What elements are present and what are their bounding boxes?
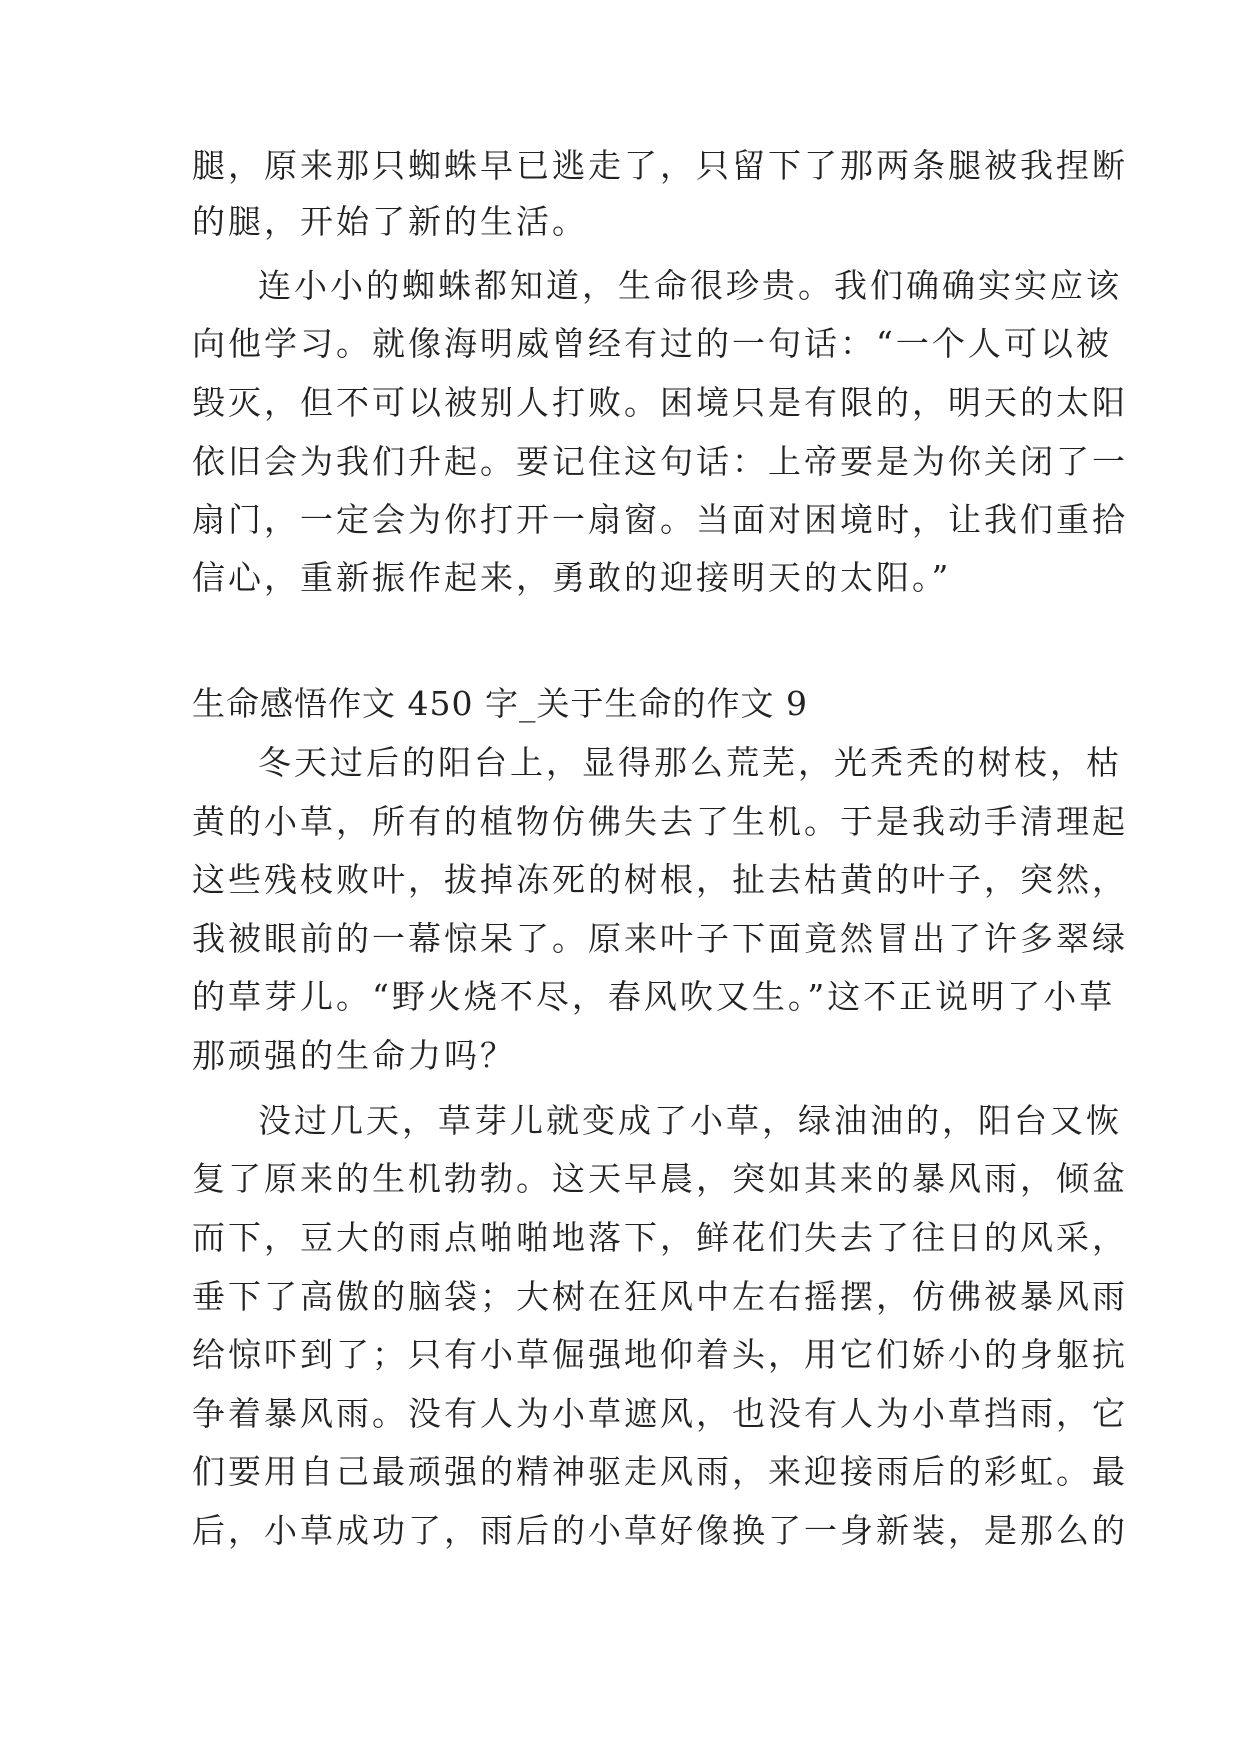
text-line: 毁灭，但不可以被别人打败。困境只是有限的，明天的太阳 [192,383,1128,422]
text-line: 的草芽儿。“野火烧不尽，春风吹又生。”这不正说明了小草 [192,977,1116,1016]
section-heading: 生命感悟作文 450 字_关于生命的作文 9 [192,684,808,723]
text-line: 后，小草成功了，雨后的小草好像换了一身新装，是那么的 [192,1511,1128,1550]
text-line: 冬天过后的阳台上，显得那么荒芜，光秃秃的树枝，枯 [258,743,1122,782]
text-line: 没过几天，草芽儿就变成了小草，绿油油的，阳台又恢 [258,1101,1122,1140]
text-line: 扇门，一定会为你打开一扇窗。当面对困境时，让我们重拾 [192,500,1128,539]
text-line: 的腿，开始了新的生活。 [192,202,588,241]
text-line: 信心，重新振作起来，勇敢的迎接明天的太阳。” [192,558,952,597]
text-line: 争着暴风雨。没有人为小草遮风，也没有人为小草挡雨，它 [192,1394,1128,1433]
text-line: 给惊吓到了；只有小草倔强地仰着头，用它们娇小的身躯抗 [192,1335,1128,1374]
text-line: 垂下了高傲的脑袋；大树在狂风中左右摇摆，仿佛被暴风雨 [192,1277,1128,1316]
text-line: 腿，原来那只蜘蛛早已逃走了，只留下了那两条腿被我捏断 [192,146,1128,185]
text-line: 而下，豆大的雨点啪啪地落下，鲜花们失去了往日的风采， [192,1218,1128,1257]
text-line: 向他学习。就像海明威曾经有过的一句话：“一个人可以被 [192,324,1112,363]
text-line: 连小小的蜘蛛都知道，生命很珍贵。我们确确实实应该 [258,266,1122,305]
text-line: 复了原来的生机勃勃。这天早晨，突如其来的暴风雨，倾盆 [192,1159,1128,1198]
text-line: 我被眼前的一幕惊呆了。原来叶子下面竟然冒出了许多翠绿 [192,919,1128,958]
text-line: 们要用自己最顽强的精神驱走风雨，来迎接雨后的彩虹。最 [192,1452,1128,1491]
text-line: 那顽强的生命力吗？ [192,1036,516,1075]
text-line: 黄的小草，所有的植物仿佛失去了生机。于是我动手清理起 [192,802,1128,841]
text-line: 这些残枝败叶，拔掉冻死的树根，扯去枯黄的叶子，突然， [192,860,1128,899]
text-line: 依旧会为我们升起。要记住这句话：上帝要是为你关闭了一 [192,442,1128,481]
